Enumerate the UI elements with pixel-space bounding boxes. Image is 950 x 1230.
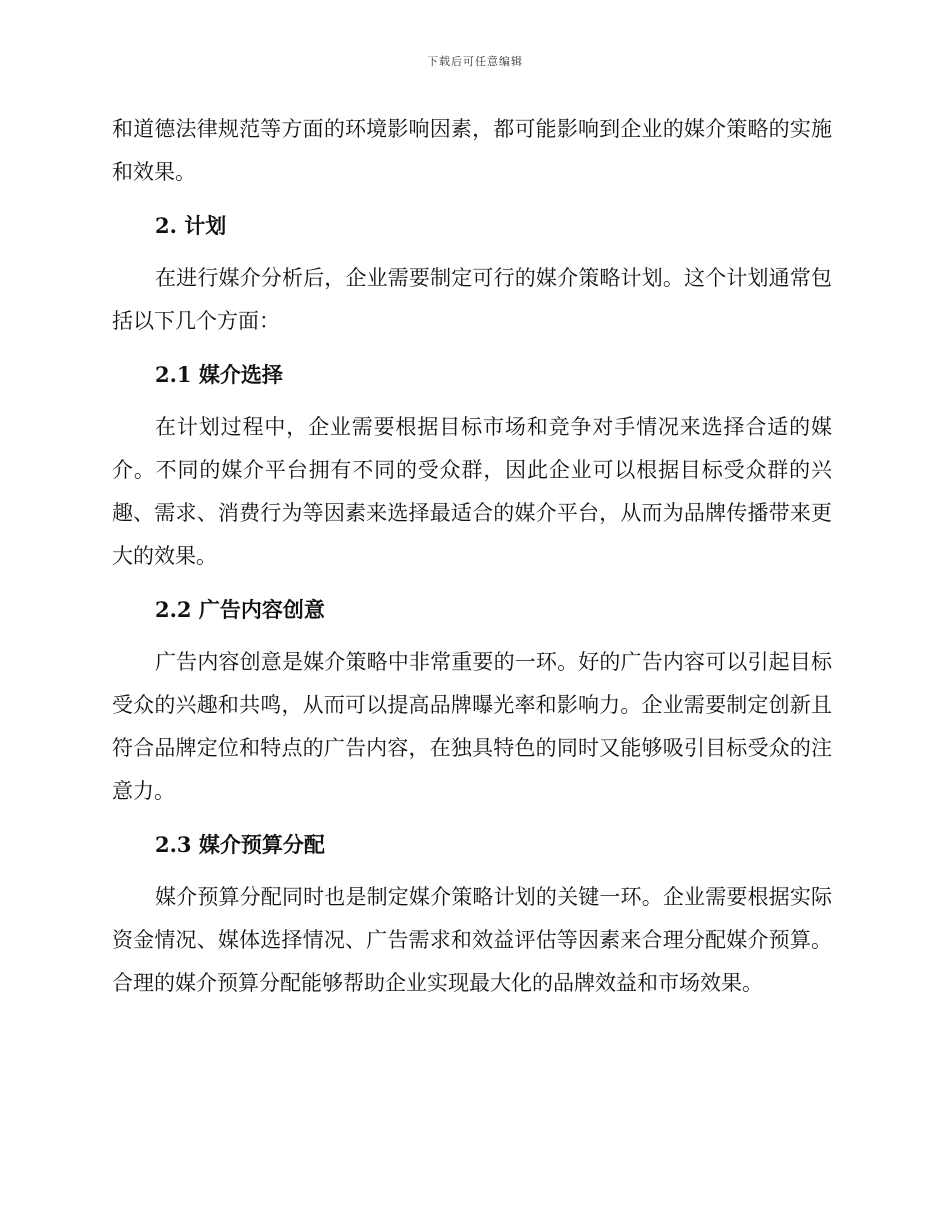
paragraph-media-selection: 在计划过程中，企业需要根据目标市场和竞争对手情况来选择合适的媒介。不同的媒介平台拥有不同的受众群，因此企业可以根据目标受众群的兴趣、需求、消费行为等因素来选择最适合的媒介平台，从而为品牌传播带来更大的效果。 [112, 415, 832, 568]
document-body [112, 108, 832, 1005]
paragraph-plan-intro: 在进行媒介分析后，企业需要制定可行的媒介策略计划。这个计划通常包括以下几个方面： [112, 266, 832, 333]
subsection-heading-budget-allocation: 2.3 媒介预算分配 [155, 832, 325, 857]
paragraph-continued: 和道德法律规范等方面的环境影响因素，都可能影响到企业的媒介策略的实施和效果。 [112, 117, 832, 184]
subsection-heading-media-selection: 2.1 媒介选择 [155, 362, 283, 387]
paragraph-budget-allocation: 媒介预算分配同时也是制定媒介策略计划的关键一环。企业需要根据实际资金情况、媒体选择情况、广告需求和效益评估等因素来合理分配媒介预算。合理的媒介预算分配能够帮助企业实现最大化的品牌效益和市场效果。 [112, 885, 832, 995]
subsection-heading-ad-creative: 2.2 广告内容创意 [155, 597, 325, 622]
paragraph-ad-creative: 广告内容创意是媒介策略中非常重要的一环。好的广告内容可以引起目标受众的兴趣和共鸣，从而可以提高品牌曝光率和影响力。企业需要制定创新且符合品牌定位和特点的广告内容，在独具特色的同时又能够吸引目标受众的注意力。 [112, 650, 832, 803]
section-heading-plan: 2. 计划 [155, 213, 227, 238]
page-header: 下载后可任意编辑 [427, 55, 523, 68]
